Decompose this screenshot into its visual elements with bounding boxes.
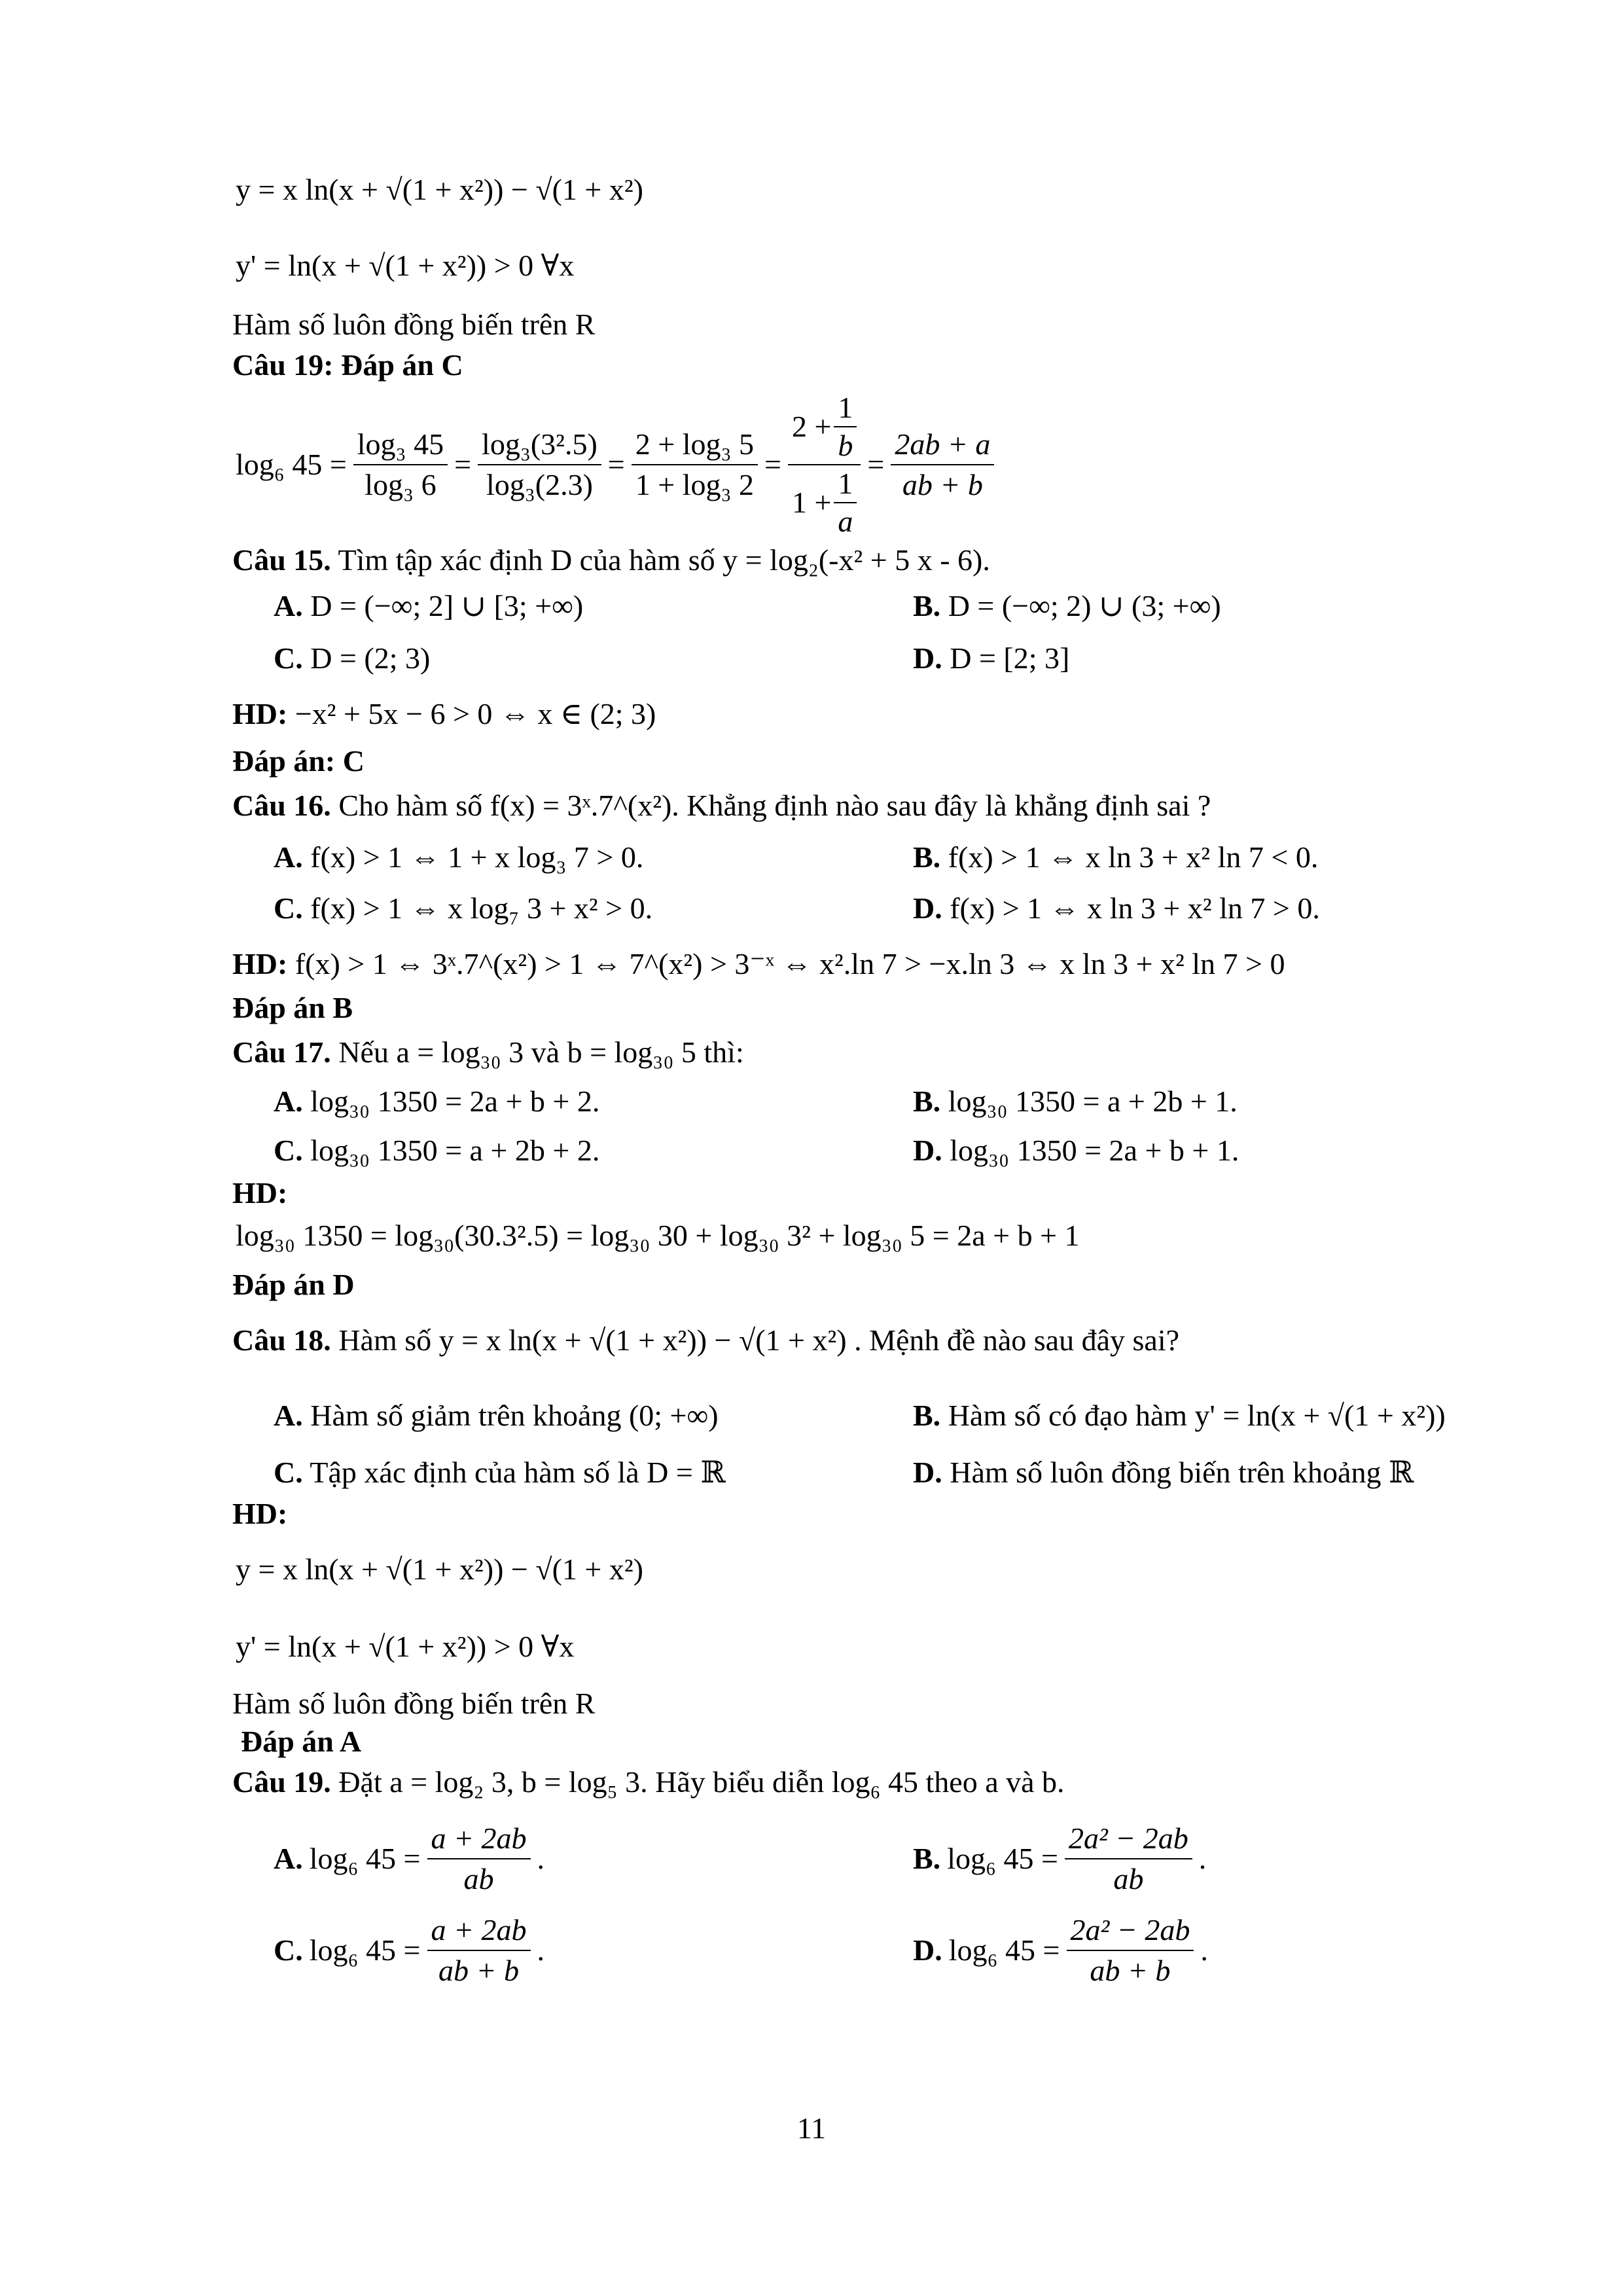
option-lhs: log₆ 45 = [309, 1933, 421, 1967]
q19-option-a [274, 1813, 544, 1905]
q16-option-b [913, 839, 1318, 876]
inner-num-1: 1 [834, 389, 857, 427]
fraction-1-num: log₃ 45 [353, 425, 448, 465]
option-key: A. [274, 589, 303, 622]
fraction-1-den: log₃ 6 [365, 468, 437, 501]
q19-option-c [274, 1905, 544, 1996]
option-text: f(x) > 1 ⇔ x ln 3 + x² ln 7 > 0. [950, 891, 1320, 925]
fraction-5 [891, 425, 994, 505]
equals-sign: = [607, 448, 625, 481]
option-key: D. [913, 1456, 942, 1489]
q17-hd-label: HD: [232, 1176, 288, 1210]
fraction-4-den [788, 465, 861, 540]
q15-option-d [913, 640, 1069, 677]
option-text: Hàm số có đạo hàm y' = ln(x + √(1 + x²)) [948, 1399, 1446, 1432]
fraction-3 [632, 425, 758, 505]
q18-option-a [274, 1397, 719, 1434]
q15-label: Câu 15. [232, 543, 331, 577]
option-key: C. [274, 1933, 303, 1967]
fraction-2 [478, 425, 601, 505]
q15-answer: Đáp án: C [232, 744, 365, 778]
option-den: ab + b [1090, 1954, 1171, 1987]
log-lhs: log₆ 45 = [236, 448, 347, 481]
option-key: B. [913, 1085, 941, 1118]
option-key: B. [913, 840, 941, 874]
option-text: D = (−∞; 2] ∪ [3; +∞) [310, 589, 584, 622]
q18-option-b [913, 1397, 1446, 1434]
option-key: A. [274, 1085, 303, 1118]
q17-option-b [913, 1083, 1238, 1120]
conclusion-text: Hàm số luôn đồng biến trên R [232, 308, 596, 341]
q19-question [232, 1764, 1065, 1801]
option-num: a + 2ab [427, 1819, 531, 1859]
q15-text: Tìm tập xác định D của hàm số y = log₂(-x² + 5 x - 6). [338, 543, 990, 577]
option-num: 2a² − 2ab [1067, 1910, 1194, 1951]
hd-label: HD: [232, 697, 288, 730]
q19-label: Câu 19. [232, 1765, 331, 1799]
option-text: log₃₀ 1350 = 2a + b + 2. [310, 1085, 600, 1118]
option-text: Tập xác định của hàm số là D = ℝ [310, 1456, 726, 1489]
q16-label: Câu 16. [232, 789, 331, 822]
q17-option-d [913, 1132, 1239, 1169]
option-den: ab [1113, 1862, 1144, 1895]
q19-option-b [913, 1813, 1206, 1905]
q16-option-a [274, 839, 643, 876]
fraction-5-num: 2ab + a [891, 425, 994, 465]
option-fraction [1065, 1819, 1192, 1899]
option-text: log₃₀ 1350 = 2a + b + 1. [950, 1134, 1240, 1167]
option-text: Hàm số giảm trên khoảng (0; +∞) [310, 1399, 719, 1432]
inner-num-1: 1 [834, 465, 857, 503]
option-den: ab [463, 1862, 494, 1895]
q16-text: Cho hàm số f(x) = 3ˣ.7^(x²). Khẳng định nào sau đây là khẳng định sai ? [338, 789, 1211, 822]
q18-hint-conclusion: Hàm số luôn đồng biến trên R [232, 1687, 596, 1720]
option-key: C. [274, 641, 303, 675]
fraction-2-den: log₃(2.3) [486, 468, 593, 501]
option-key: C. [274, 1134, 303, 1167]
q15-option-c [274, 640, 430, 677]
fraction-4-inner-num [834, 389, 857, 464]
q16-answer: Đáp án B [232, 991, 353, 1024]
q18-hint-eq2: y' = ln(x + √(1 + x²)) > 0 ∀x [236, 1630, 575, 1663]
q18-option-d [913, 1454, 1414, 1491]
q17-answer: Đáp án D [232, 1268, 355, 1301]
q19-option-d [913, 1905, 1208, 1996]
q15-option-b [913, 588, 1221, 624]
q18-label: Câu 18. [232, 1323, 331, 1357]
option-key: C. [274, 1456, 303, 1489]
q15-question [232, 542, 990, 579]
q18-option-c [274, 1454, 726, 1491]
option-text: f(x) > 1 ⇔ 1 + x log₃ 7 > 0. [310, 840, 644, 874]
option-key: A. [274, 1399, 303, 1432]
fraction-2-num: log₃(3².5) [478, 425, 601, 465]
period: . [1200, 1933, 1208, 1967]
inner-den-a: a [838, 505, 853, 538]
q17-option-c [274, 1132, 599, 1169]
option-key: B. [913, 1842, 941, 1875]
q18-question [232, 1322, 1179, 1359]
q19-answer-heading: Câu 19: Đáp án C [232, 348, 463, 382]
fraction-4-inner-den [834, 465, 857, 540]
q16-hint [232, 946, 1285, 982]
eq-derivative: y' = ln(x + √(1 + x²)) > 0 ∀x [236, 249, 575, 282]
option-key: D. [913, 891, 942, 925]
option-key: A. [274, 1842, 303, 1875]
fraction-3-den: 1 + log₃ 2 [635, 468, 755, 501]
eq-function: y = x ln(x + √(1 + x²)) − √(1 + x²) [236, 173, 643, 206]
equals-sign: = [867, 448, 885, 481]
q19-text: Đặt a = log₂ 3, b = log₅ 3. Hãy biểu diễn log₆ 45 theo a và b. [338, 1765, 1065, 1799]
option-key: D. [913, 1134, 942, 1167]
q17-text: Nếu a = log₃₀ 3 và b = log₃₀ 5 thì: [338, 1035, 744, 1069]
option-text: log₃₀ 1350 = a + 2b + 1. [948, 1085, 1238, 1118]
option-text: f(x) > 1 ⇔ x log₇ 3 + x² > 0. [310, 891, 653, 925]
option-key: D. [913, 1933, 942, 1967]
inner-den-b: b [838, 429, 853, 462]
fraction-1 [353, 425, 448, 505]
q16-option-c [274, 890, 652, 927]
option-key: A. [274, 840, 303, 874]
q18-text: Hàm số y = x ln(x + √(1 + x²)) − √(1 + x²) . Mệnh đề nào sau đây sai? [338, 1323, 1180, 1357]
q15-hint [232, 696, 656, 732]
fraction-3-num: 2 + log₃ 5 [632, 425, 758, 465]
option-text: D = (2; 3) [310, 641, 431, 675]
option-fraction [427, 1910, 531, 1990]
option-den: ab + b [438, 1954, 520, 1987]
q17-question [232, 1034, 744, 1071]
q17-label: Câu 17. [232, 1035, 331, 1069]
q16-option-d [913, 890, 1320, 927]
period: . [537, 1842, 545, 1875]
q18-hd-label: HD: [232, 1497, 288, 1530]
fraction-4 [788, 389, 861, 540]
q17-option-a [274, 1083, 599, 1120]
option-key: D. [913, 641, 942, 675]
q16-question [232, 787, 1211, 824]
equals-sign: = [454, 448, 472, 481]
hd-text: f(x) > 1 ⇔ 3ˣ.7^(x²) > 1 ⇔ 7^(x²) > 3⁻ˣ ⇔ x².ln 7 > −x.ln 3 ⇔ x ln 3 + x² ln 7 > 0 [294, 947, 1285, 980]
period: . [1198, 1842, 1207, 1875]
q18-answer: Đáp án A [241, 1725, 362, 1758]
q18-hint-eq1: y = x ln(x + √(1 + x²)) − √(1 + x²) [236, 1552, 643, 1586]
option-lhs: log₆ 45 = [948, 1933, 1060, 1967]
option-text: Hàm số luôn đồng biến trên khoảng ℝ [950, 1456, 1414, 1489]
option-key: C. [274, 891, 303, 925]
equals-sign: = [764, 448, 781, 481]
fraction-4-den-a: 1 + [791, 486, 832, 519]
option-lhs: log₆ 45 = [309, 1842, 421, 1875]
fraction-5-den: ab + b [902, 468, 983, 501]
q15-option-a [274, 588, 583, 624]
option-key: B. [913, 589, 941, 622]
option-num: a + 2ab [427, 1910, 531, 1951]
hd-label: HD: [232, 947, 288, 980]
option-text: D = [2; 3] [950, 641, 1070, 675]
option-lhs: log₆ 45 = [947, 1842, 1058, 1875]
q17-hint: log₃₀ 1350 = log₃₀(30.3².5) = log₃₀ 30 + log₃₀ 3² + log₃₀ 5 = 2a + b + 1 [236, 1219, 1080, 1252]
hd-text: −x² + 5x − 6 > 0 ⇔ x ∈ (2; 3) [294, 697, 656, 730]
option-fraction [1067, 1910, 1194, 1990]
log-derivation [236, 386, 994, 543]
fraction-4-num-a: 2 + [791, 410, 832, 443]
option-key: B. [913, 1399, 941, 1432]
option-text: f(x) > 1 ⇔ x ln 3 + x² ln 7 < 0. [948, 840, 1319, 874]
period: . [537, 1933, 545, 1967]
option-text: log₃₀ 1350 = a + 2b + 2. [310, 1134, 600, 1167]
fraction-4-num [788, 389, 861, 465]
option-num: 2a² − 2ab [1065, 1819, 1192, 1859]
option-text: D = (−∞; 2) ∪ (3; +∞) [948, 589, 1221, 622]
page-number: 11 [796, 2111, 827, 2145]
option-fraction [427, 1819, 531, 1899]
